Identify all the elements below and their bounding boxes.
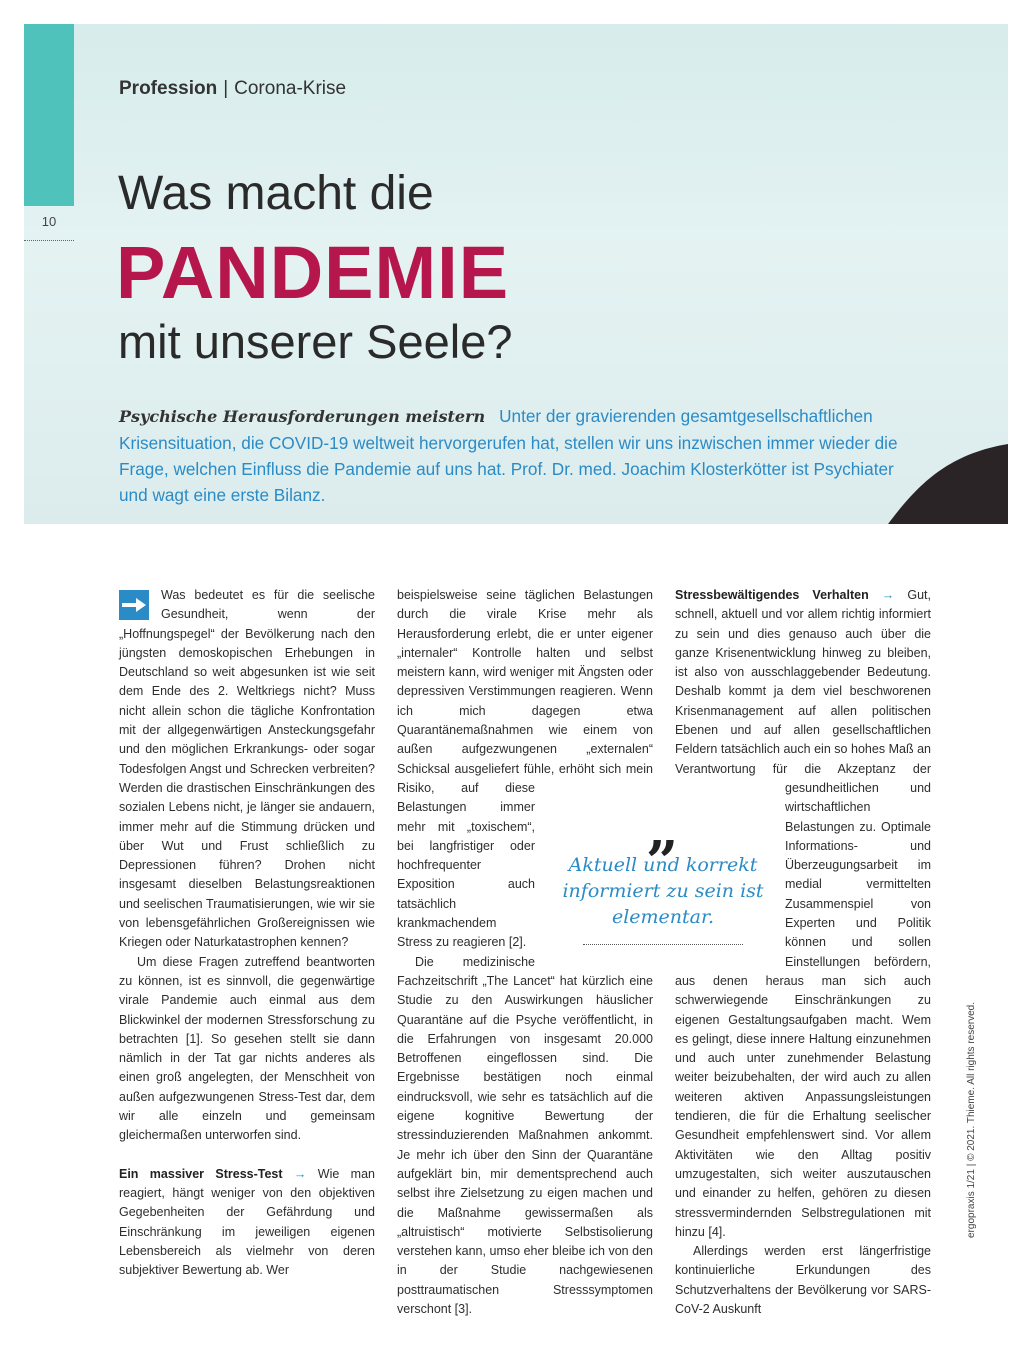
subhead-text: Wie man reagiert, hängt weniger von den objektiven Gegebenheiten der Gefährdung und Einschränkung im jeweiligen eigenen Lebensbereich als vielmehr von deren subjektiver Bewertung ab. Wer	[119, 1166, 376, 1278]
lead-kicker: Psychische Herausforderungen meistern	[119, 407, 486, 426]
article-column-2	[397, 586, 653, 1319]
lead-paragraph	[119, 403, 909, 508]
body-paragraph: beispielsweise seine täglichen Belastungen durch die virale Krise mehr als Herausforderung erlebt, die er unter eigener „internaler“ Kontrolle halten und selbst meistern kann, wird weniger mit Ängsten oder depressiven Verstimmungen reagieren. Wenn ich mich dagegen etwa Quarantänemaßnahmen wie einem von außen aufgezwungenen „externalen“ Schicksal ausgeliefert fühle, erhöht sich mein Risiko, auf diese Belastungen immer mehr mit „toxischem“, bei langfristiger oder hochfrequenter Exposition auch tatsächlich krankmachendem Stress zu reagieren [2].	[397, 588, 653, 950]
subhead: Ein massiver Stress-Test	[119, 1166, 283, 1181]
arrow-right-icon: →	[881, 588, 895, 602]
copyright-credit: ergopraxis 1/21 | © 2021. Thieme. All rights reserved.	[966, 1001, 977, 1238]
page-number-divider	[24, 240, 74, 241]
section-label: Profession	[119, 78, 218, 99]
pull-quote-text: Aktuell und korrekt informiert zu sein ist elementar.	[562, 854, 764, 928]
subhead-text: Gut, schnell, aktuell und vor allem richtig informiert zu sein und dies genauso auch über die ganze Krisenentwicklung hinweg zu bleiben, ist also von ausschlaggebender Bedeutung. Deshalb kommt ja dem viel beschworenen Krisenmanagement auf allen politischen Ebenen und auf allen gesellschaftlichen Feldern tatsächlich auch ein so hohes Maß an Verantwortung für die Akzeptanz der gesundheitlichen und wirtschaftlichen Belastungen zu. Optimale Informations- und Überzeugungsarbeit im medial vermittelten Zusammenspiel von Experten und Politik können und sollen Einstellungen befördern, aus denen heraus man sich auch schwerwiegende Einschränkungen zu eigenen Gestaltungsaufgaben macht. Wem es gelingt, diese innere Haltung einzunehmen und auch unter zunehmender Belastung weiter beizubehalten, der wird auch zu allen weiteren aktiven Anpassungsleistungen tendieren, die für die Erhaltung seelischer Gesundheit empfehlenswert sind. Vor allem Aktivitäten wie den Alltag positiv umzugestalten, sich weiter auszutauschen und einander zu helfen, gehören zu diesen stressvermindernden Selbstregulationen mit hinzu [4].	[675, 588, 931, 1239]
body-paragraph: Um diese Fragen zutreffend beantworten zu können, ist es sinnvoll, die gegenwärtige virale Pandemie auch einmal aus dem Blickwinkel der modernen Stressforschung zu betrachten [1]. So gesehen stellt sie dann nämlich in der Tat gar nichts anderes als einen groß angelegten, der Menschheit von außen aufgezwungenen Stress-Test dar, dem wir alle einzeln und gemeinsam gleichermaßen unterworfen sind.	[119, 954, 375, 1143]
arrow-right-icon: →	[293, 1166, 307, 1181]
kicker-separator: |	[223, 78, 229, 99]
body-paragraph: Allerdings werden erst längerfristige kontinuierliche Erkundungen des Schutzverhaltens der Bevölkerung vor SARS-CoV-2 Auskunft	[675, 1244, 931, 1316]
article-column-1	[119, 586, 375, 1280]
page-number: 10	[41, 214, 57, 229]
quote-mark-icon: „	[646, 797, 680, 863]
subhead-paragraph	[119, 1165, 375, 1281]
right-arrow-icon	[119, 590, 149, 620]
headline-line-3: mit unserer Seele?	[118, 315, 513, 368]
subhead: Stressbewältigendes Verhalten	[675, 588, 869, 602]
body-paragraph: Die medizinische Fachzeitschrift „The Lancet“ hat kürzlich eine Studie zu den Auswirkungen häuslicher Quarantäne auf die Psyche veröffentlicht, in die Erfahrungen von insgesamt 20.000 Betroffenen eingeflossen sind. Die Ergebnisse bestätigen noch einmal eindrucksvoll, wie sehr es tatsächlich auf die eigene kognitive Bewertung der stressinduzierenden Maßnahmen ankommt. Je mehr ich über den Sinn der Quarantäne aufgeklärt bin, mir dementsprechend auch selbst ihre Zielsetzung zu eigen machen und die Maßnahme gewissermaßen als „altruistisch“ motivierte Selbstisolierung verstehen kann, umso eher bleibe ich von den in der Studie nachgewiesenen posttraumatischen Stresssymptomen verschont [3].	[397, 954, 653, 1316]
section-color-bar	[24, 24, 74, 206]
topic-label: Corona-Krise	[234, 78, 347, 99]
headline-line-1: Was macht die	[118, 167, 434, 220]
body-paragraph: Was bedeutet es für die seelische Gesundheit, wenn der „Hoffnungspegel“ der Bevölkerung nach den jüngsten demoskopischen Erhebungen in Deutschland so weit abgesunken ist wie seit dem Ende des 2. Weltkriegs nicht? Muss nicht allein schon die tägliche Konfrontation mit der allgegenwärtigen Ansteckungsgefahr und den möglichen Erkrankungs- oder sogar Todesfolgen Angst und Schrecken verbreiten? Werden die drastischen Einschränkungen des sozialen Lebens nicht, je länger sie andauern, immer mehr auf die Stimmung drücken und über Wut und Frust schließlich zu Depressionen führen? Drohen nicht insgesamt dieselben Belastungsreaktionen und seelischen Traumatisierungen, wie wir sie von lebensgefährlichen Großereignissen wie Kriegen oder Naturkatastrophen kennen?	[119, 588, 375, 950]
section-kicker	[119, 78, 346, 100]
headline-emphasis: PANDEMIE	[116, 231, 510, 314]
lead-text: Unter der gravierenden gesamtgesellschaftlichen Krisensituation, die COVID-19 weltweit hervorgerufen hat, stellen wir uns inzwischen immer wieder die Frage, welchen Einfluss die Pandemie auf uns hat. Prof. Dr. med. Joachim Klosterkötter ist Psychiater und wagt eine erste Bilanz.	[119, 406, 898, 505]
pull-quote	[560, 797, 766, 945]
article-column-3	[675, 586, 931, 1319]
pull-quote-rule	[583, 944, 743, 945]
